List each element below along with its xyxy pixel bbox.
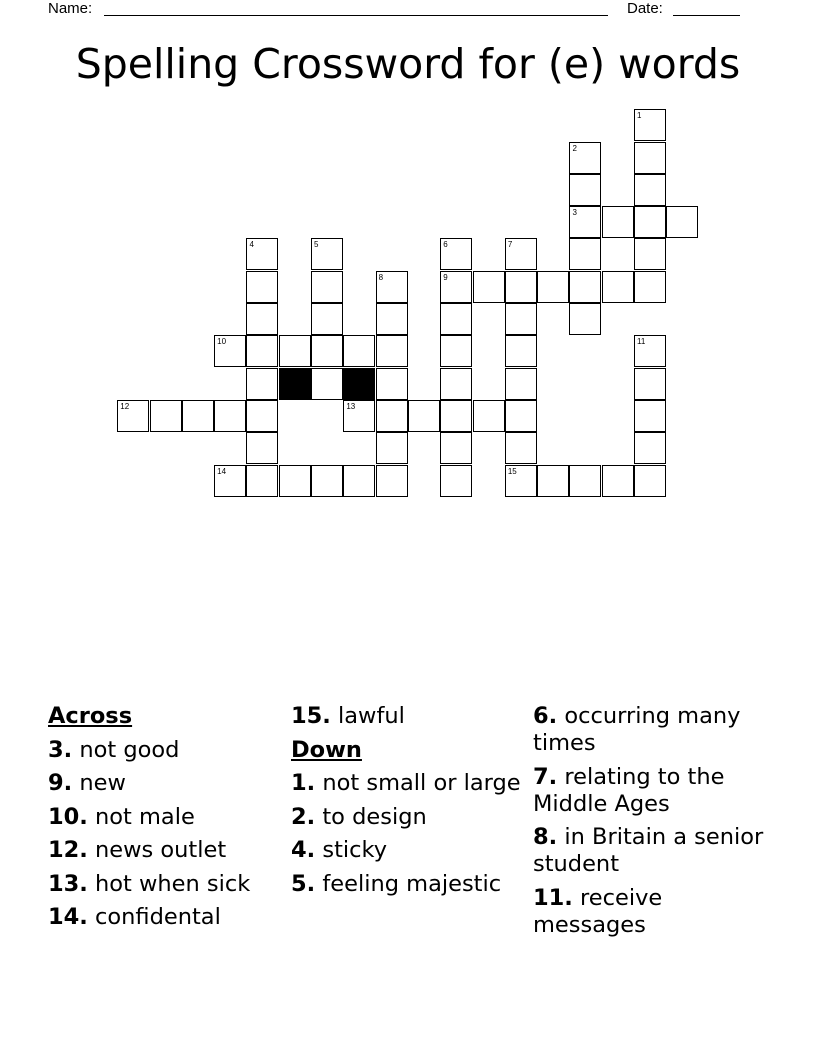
cell-number: 12 xyxy=(120,401,130,411)
down-clue xyxy=(291,871,527,898)
cell-number: 13 xyxy=(346,401,356,411)
cell-number: 9 xyxy=(443,272,448,282)
clue-number: 15. xyxy=(291,703,331,729)
crossword-cell[interactable] xyxy=(343,335,375,367)
crossword-cell[interactable] xyxy=(569,303,601,335)
crossword-cell[interactable] xyxy=(376,368,408,400)
across-clue xyxy=(291,703,527,730)
crossword-cell[interactable] xyxy=(408,400,440,432)
cell-number: 11 xyxy=(637,337,646,347)
crossword-cell[interactable] xyxy=(505,465,537,497)
cell-number: 8 xyxy=(378,272,384,282)
clue-text: not good xyxy=(79,736,180,763)
crossword-cell[interactable] xyxy=(634,465,666,497)
crossword-cell[interactable] xyxy=(634,238,666,270)
clue-number: 13. xyxy=(48,870,88,897)
crossword-cell[interactable] xyxy=(666,206,698,238)
cell-number: 5 xyxy=(314,240,319,250)
across-clue xyxy=(48,871,284,898)
across-clue xyxy=(48,770,284,797)
clue-text: receive messages xyxy=(533,884,663,938)
crossword-cell[interactable] xyxy=(214,465,246,497)
down-clue xyxy=(291,804,527,831)
crossword-cell[interactable] xyxy=(634,271,666,303)
crossword-cell[interactable] xyxy=(602,465,634,497)
crossword-cell[interactable] xyxy=(634,174,666,206)
crossword-cell[interactable] xyxy=(634,142,666,174)
crossword-cell[interactable] xyxy=(634,432,666,464)
crossword-cell[interactable] xyxy=(343,400,375,432)
crossword-cell[interactable] xyxy=(246,271,278,303)
crossword-cell[interactable] xyxy=(246,432,278,464)
crossword-cell[interactable] xyxy=(569,238,601,270)
crossword-cell[interactable] xyxy=(505,271,537,303)
clue-text: relating to the Middle Ages xyxy=(533,763,725,817)
crossword-cell[interactable] xyxy=(311,303,343,335)
crossword-cell[interactable] xyxy=(311,238,343,270)
clue-number: 5. xyxy=(291,870,316,897)
down-clue xyxy=(533,824,769,878)
clue-text: in Britain a senior student xyxy=(533,824,764,877)
across-clue xyxy=(48,837,284,864)
clue-number: 1. xyxy=(291,770,316,796)
down-clue xyxy=(291,837,527,864)
crossword-cell[interactable] xyxy=(440,432,472,464)
clue-column-3 xyxy=(533,703,769,945)
across-clue xyxy=(48,904,284,931)
across-clue xyxy=(48,737,284,764)
crossword-cell[interactable] xyxy=(440,238,472,270)
crossword-cell[interactable] xyxy=(440,303,472,335)
crossword-cell[interactable] xyxy=(602,206,634,238)
crossword-cell[interactable] xyxy=(246,368,278,400)
black-cell xyxy=(279,368,311,400)
crossword-cell[interactable] xyxy=(505,432,537,464)
crossword-cell[interactable] xyxy=(279,465,311,497)
crossword-cell[interactable] xyxy=(569,174,601,206)
cell-number: 1 xyxy=(637,111,642,121)
crossword-cell[interactable] xyxy=(537,465,569,497)
down-clue xyxy=(533,764,769,818)
crossword-cell[interactable] xyxy=(246,465,278,497)
cell-number: 10 xyxy=(217,337,227,347)
crossword-cell[interactable] xyxy=(505,303,537,335)
clue-text: new xyxy=(79,770,126,796)
crossword-grid xyxy=(0,0,816,520)
crossword-cell[interactable] xyxy=(246,335,278,367)
down-heading: Down xyxy=(291,736,362,763)
crossword-cell[interactable] xyxy=(569,206,601,238)
clue-text: confidental xyxy=(95,904,221,930)
crossword-cell[interactable] xyxy=(569,465,601,497)
crossword-cell[interactable] xyxy=(376,335,408,367)
clue-text: news outlet xyxy=(95,837,227,863)
crossword-cell[interactable] xyxy=(311,465,343,497)
clue-column-2 xyxy=(291,703,527,904)
across-heading: Across xyxy=(48,703,133,729)
cell-number: 3 xyxy=(572,208,577,218)
crossword-cell[interactable] xyxy=(634,335,666,367)
across-clue xyxy=(48,804,284,831)
crossword-cell[interactable] xyxy=(473,400,505,432)
crossword-cell[interactable] xyxy=(279,335,311,367)
cell-number: 2 xyxy=(572,143,577,153)
crossword-cell[interactable] xyxy=(505,400,537,432)
crossword-cell[interactable] xyxy=(440,400,472,432)
crossword-cell[interactable] xyxy=(440,271,472,303)
name-label: Name: xyxy=(48,0,93,17)
crossword-cell[interactable] xyxy=(214,400,246,432)
crossword-cell[interactable] xyxy=(376,465,408,497)
crossword-cell[interactable] xyxy=(117,400,149,432)
down-clue xyxy=(291,770,527,797)
crossword-cell[interactable] xyxy=(569,271,601,303)
crossword-cell[interactable] xyxy=(537,271,569,303)
cell-number: 4 xyxy=(249,240,254,250)
page-title: Spelling Crossword for (e) words xyxy=(75,40,741,88)
crossword-cell[interactable] xyxy=(376,271,408,303)
crossword-cell[interactable] xyxy=(505,238,537,270)
clue-number: 4. xyxy=(291,837,316,863)
clue-text: sticky xyxy=(322,837,388,863)
crossword-cell[interactable] xyxy=(150,400,182,432)
cell-number: 7 xyxy=(507,240,513,250)
clue-text: not male xyxy=(95,803,195,830)
clue-number: 10. xyxy=(48,803,88,830)
clue-number: 14. xyxy=(48,904,88,930)
crossword-cell[interactable] xyxy=(569,142,601,174)
cell-number: 6 xyxy=(443,240,448,250)
down-clue xyxy=(533,885,769,939)
clue-number: 2. xyxy=(291,803,316,830)
crossword-cell[interactable] xyxy=(214,335,246,367)
clue-column-1 xyxy=(48,703,284,938)
cell-number: 14 xyxy=(217,466,227,476)
crossword-cell[interactable] xyxy=(505,335,537,367)
crossword-cell[interactable] xyxy=(246,238,278,270)
clue-number: 7. xyxy=(533,763,558,790)
clue-number: 8. xyxy=(533,824,558,850)
down-clue xyxy=(533,703,769,757)
cell-number: 15 xyxy=(507,466,517,476)
crossword-cell[interactable] xyxy=(246,303,278,335)
clue-number: 6. xyxy=(533,703,558,729)
crossword-cell[interactable] xyxy=(182,400,214,432)
crossword-cell[interactable] xyxy=(246,400,278,432)
crossword-cell[interactable] xyxy=(634,206,666,238)
crossword-cell[interactable] xyxy=(376,432,408,464)
crossword-cell[interactable] xyxy=(634,109,666,141)
clue-text: feeling majestic xyxy=(322,870,502,897)
clue-number: 11. xyxy=(533,884,573,911)
crossword-cell[interactable] xyxy=(602,271,634,303)
clue-text: not small or large xyxy=(322,770,521,796)
black-cell xyxy=(343,368,375,400)
crossword-cell[interactable] xyxy=(440,368,472,400)
clue-text: hot when sick xyxy=(95,870,251,897)
crossword-cell[interactable] xyxy=(473,271,505,303)
clue-text: occurring many times xyxy=(533,703,741,756)
crossword-cell[interactable] xyxy=(376,400,408,432)
crossword-cell[interactable] xyxy=(376,303,408,335)
crossword-cell[interactable] xyxy=(311,368,343,400)
clue-text: lawful xyxy=(338,703,405,729)
crossword-cell[interactable] xyxy=(440,335,472,367)
crossword-cell[interactable] xyxy=(634,400,666,432)
crossword-cell[interactable] xyxy=(343,465,375,497)
date-label: Date: xyxy=(627,0,663,17)
crossword-cell[interactable] xyxy=(311,271,343,303)
crossword-cell[interactable] xyxy=(505,368,537,400)
clue-number: 3. xyxy=(48,736,73,763)
clue-number: 9. xyxy=(48,770,73,796)
crossword-cell[interactable] xyxy=(440,465,472,497)
clue-number: 12. xyxy=(48,837,88,863)
clue-text: to design xyxy=(322,803,427,830)
crossword-cell[interactable] xyxy=(311,335,343,367)
crossword-cell[interactable] xyxy=(634,368,666,400)
